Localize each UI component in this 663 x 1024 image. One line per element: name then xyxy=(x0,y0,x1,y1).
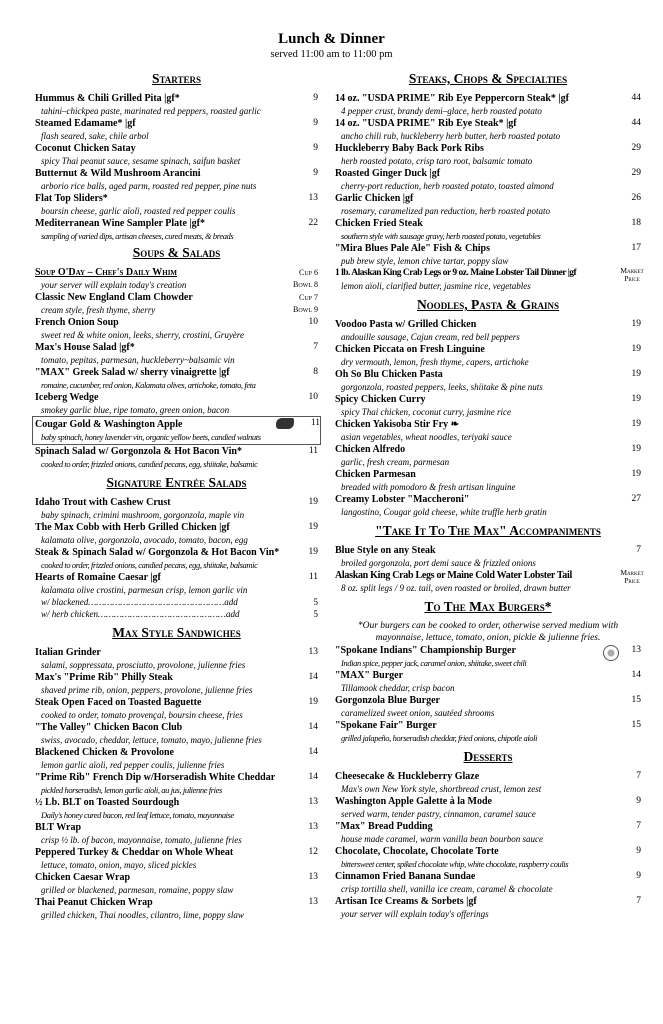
item-name: Alaskan King Crab Legs or Maine Cold Water Lobster Tail xyxy=(335,570,572,581)
menu-item xyxy=(335,493,641,518)
item-description: gorgonzola, roasted peppers, leeks, shiitake & pine nuts xyxy=(341,382,543,392)
item-name: "MAX" Burger xyxy=(335,670,404,681)
item-name: Thai Peanut Chicken Wrap xyxy=(35,897,153,908)
item-name: Spicy Chicken Curry xyxy=(335,394,426,405)
item-price: 7 xyxy=(636,896,641,906)
item-price: 14 xyxy=(308,672,318,682)
spokane-indians-logo-icon xyxy=(603,645,619,661)
item-name: Chicken Caesar Wrap xyxy=(35,872,131,883)
item-description: herb roasted potato, crisp taro root, balsamic tomato xyxy=(341,156,533,166)
item-price: 10 xyxy=(308,317,318,327)
item-price: 19 xyxy=(631,369,641,379)
item-price: 14 xyxy=(308,747,318,757)
signature-section xyxy=(35,474,318,620)
item-description: ancho chili rub, huckleberry herb butter, herb roasted potato xyxy=(341,131,561,141)
item-price: 9 xyxy=(636,871,641,881)
menu-item xyxy=(35,341,318,366)
menu-item xyxy=(335,393,641,418)
section-title-steaks: Steaks, Chops & Specialties xyxy=(408,71,568,86)
menu-item xyxy=(35,291,318,316)
item-price: 10 xyxy=(308,392,318,402)
signature-list xyxy=(35,496,318,596)
menu-item xyxy=(335,770,641,795)
menu-hours: served 11:00 am to 11:00 pm xyxy=(270,49,393,60)
item-name: Garlic Chicken |gf xyxy=(335,193,414,204)
item-description: langostino, Cougar gold cheese, white truffle herb gratin xyxy=(341,507,547,517)
item-price-cup: Cup 6 xyxy=(298,268,318,277)
item-description: flash seared, sake, chile arbol xyxy=(41,131,149,141)
menu-item xyxy=(35,721,318,746)
item-price: 14 xyxy=(308,722,318,732)
menu-item xyxy=(335,217,641,242)
item-name: Classic New England Clam Chowder xyxy=(35,292,193,303)
item-description: 8 oz. split legs / 9 oz. tail, oven roasted or broiled, drawn butter xyxy=(341,583,571,593)
item-description: Daily's honey cured bacon, red leaf lettuce, tomato, mayonnaise xyxy=(41,810,234,820)
menu-item xyxy=(35,92,318,117)
menu-item xyxy=(335,694,641,719)
item-name: Max's House Salad |gf* xyxy=(35,342,135,353)
item-name: 1 lb. Alaskan King Crab Legs or 9 oz. Maine Lobster Tail Dinner |gf xyxy=(335,268,577,278)
item-description: lemon aïoli, clarified butter, jasmine rice, vegetables xyxy=(341,281,531,291)
item-name: Italian Grinder xyxy=(35,647,101,658)
right-column xyxy=(335,70,644,922)
soups-section xyxy=(35,244,318,470)
item-name: "Max" Bread Pudding xyxy=(335,821,433,832)
item-description: kalamata olive crostini, parmesan crisp, lemon garlic vin xyxy=(41,585,248,595)
menu-item xyxy=(35,117,318,142)
menu-item xyxy=(35,871,318,896)
item-price: 19 xyxy=(631,319,641,329)
left-column xyxy=(35,70,318,923)
item-price: 29 xyxy=(631,143,641,153)
item-description: grilled or blackened, parmesan, romaine, poppy slaw xyxy=(41,885,234,895)
market-price-line2: Price xyxy=(624,576,640,585)
starters-list xyxy=(35,92,318,242)
item-price: 19 xyxy=(631,419,641,429)
menu-item xyxy=(335,468,641,493)
item-price: 19 xyxy=(308,497,318,507)
menu-item xyxy=(35,366,318,391)
section-title-accompaniments: "Take It To The Max" Accompaniments xyxy=(375,523,601,538)
item-description: tomato, pepitas, parmesan, huckleberry~balsamic vin xyxy=(41,355,235,365)
item-price: 29 xyxy=(631,168,641,178)
section-title-starters: Starters xyxy=(151,71,202,86)
menu-item xyxy=(35,445,318,470)
item-description: baby spinach, honey lavender vin, organic yellow beets, candied walnuts xyxy=(41,432,261,442)
item-name: Voodoo Pasta w/ Grilled Chicken xyxy=(335,319,477,330)
menu-item xyxy=(335,895,641,920)
item-description: broiled gorgonzola, port demi sauce & frizzled onions xyxy=(341,558,536,568)
item-price: 19 xyxy=(308,547,318,557)
soups-list xyxy=(35,316,318,416)
item-price: 13 xyxy=(308,872,318,882)
sandwiches-list xyxy=(35,646,318,921)
menu-item xyxy=(335,669,641,694)
item-name: Chicken Alfredo xyxy=(335,444,406,455)
item-price: 44 xyxy=(631,93,641,103)
item-name: Spinach Salad w/ Gorgonzola & Hot Bacon Vin* xyxy=(35,446,242,457)
item-name: Cinnamon Fried Banana Sundae xyxy=(335,871,476,882)
item-name: Chicken Yakisoba Stir Fry ❧ xyxy=(335,419,459,430)
item-price: 11 xyxy=(310,418,320,428)
accompaniments-section xyxy=(335,522,644,594)
item-description: rosemary, caramelized pan reduction, herb roasted potato xyxy=(341,206,550,216)
item-name: Artisan Ice Creams & Sorbets |gf xyxy=(335,896,477,907)
item-description: grilled chicken, Thai noodles, cilantro, lime, poppy slaw xyxy=(41,910,244,920)
item-name: Hummus & Chili Grilled Pita |gf* xyxy=(35,93,180,104)
desserts-section xyxy=(335,748,641,920)
item-description: sampling of varied dips, artisan cheeses, cured meats, & breads xyxy=(41,231,234,241)
item-name: Steak & Spinach Salad w/ Gorgonzola & Hot Bacon Vin* xyxy=(35,547,280,558)
item-price: 18 xyxy=(631,218,641,228)
menu-item xyxy=(35,796,318,821)
add-option xyxy=(35,608,318,620)
menu-item xyxy=(35,696,318,721)
item-name: Hearts of Romaine Caesar |gf xyxy=(35,572,161,583)
menu-item xyxy=(335,443,641,468)
item-name: Creamy Lobster "Maccheroni" xyxy=(335,494,470,505)
item-price: 15 xyxy=(631,720,641,730)
steaks-list xyxy=(335,92,641,267)
item-price: 19 xyxy=(631,444,641,454)
item-name: Flat Top Sliders* xyxy=(35,193,108,204)
item-price-cup: Cup 7 xyxy=(298,293,318,302)
desserts-list xyxy=(335,770,641,920)
item-price: 7 xyxy=(636,771,641,781)
item-price: 7 xyxy=(313,342,318,352)
menu-item xyxy=(335,544,641,569)
item-name: "Spokane Fair" Burger xyxy=(335,720,437,731)
item-description: boursin cheese, garlic aïoli, roasted red pepper coulis xyxy=(41,206,236,216)
item-description: spicy Thai peanut sauce, sesame spinach, saifun basket xyxy=(41,156,241,166)
item-description: breaded with pomodoro & fresh artisan linguine xyxy=(341,482,516,492)
item-description: shaved prime rib, onion, peppers, provolone, julienne fries xyxy=(41,685,253,695)
section-title-soups: Soups & Salads xyxy=(132,245,221,260)
item-description: Tillamook cheddar, crisp bacon xyxy=(341,683,455,693)
item-description: salami, soppressata, prosciutto, provolone, julienne fries xyxy=(41,660,246,670)
menu-item xyxy=(35,746,318,771)
item-price: 19 xyxy=(631,469,641,479)
menu-item xyxy=(35,671,318,696)
item-price: 9 xyxy=(313,168,318,178)
item-price: 9 xyxy=(313,118,318,128)
item-description: your server will explain today's offerings xyxy=(341,909,489,919)
item-price: 13 xyxy=(308,647,318,657)
item-description: arborio rice balls, aged parm, roasted red pepper, pine nuts xyxy=(41,181,257,191)
market-price-line1: Market xyxy=(620,266,644,275)
burger-note: *Our burgers can be cooked to order, otherwise served medium with mayonnaise, lettuce, tomato, onion, pickle & julienne fries. xyxy=(357,621,619,643)
burgers-list xyxy=(335,644,641,744)
item-name: Mediterranean Wine Sampler Plate |gf* xyxy=(35,218,205,229)
menu-item xyxy=(335,820,641,845)
menu-item xyxy=(335,795,641,820)
item-price: 13 xyxy=(308,797,318,807)
item-description: pub brew style, lemon chive tartar, poppy slaw xyxy=(341,256,509,266)
item-name: The Max Cobb with Herb Grilled Chicken |gf xyxy=(35,522,230,533)
item-price: 14 xyxy=(308,772,318,782)
menu-item xyxy=(335,845,641,870)
menu-item xyxy=(335,418,641,443)
item-description: bittersweet center, spiked chocolate whip, white chocolate, raspberry coulis xyxy=(341,859,569,869)
item-description: house made caramel, warm vanilla bean bourbon sauce xyxy=(341,834,543,844)
menu-item xyxy=(335,266,644,292)
item-name: Coconut Chicken Satay xyxy=(35,143,136,154)
item-price: 11 xyxy=(308,572,318,582)
add-price: 5 xyxy=(313,597,318,607)
menu-item xyxy=(335,167,641,192)
item-description: romaine, cucumber, red onion, Kalamata olives, artichoke, tomato, feta xyxy=(41,380,256,390)
item-description: garlic, fresh cream, parmesan xyxy=(341,457,450,467)
item-description: your server will explain today's creation xyxy=(41,280,187,290)
item-name: Oh So Blu Chicken Pasta xyxy=(335,369,443,380)
item-description: served warm, tender pastry, cinnamon, caramel sauce xyxy=(341,809,536,819)
item-price: 13 xyxy=(308,897,318,907)
menu-item xyxy=(335,644,641,669)
menu-item xyxy=(35,546,318,571)
item-name: Soup O'Day – Chef's Daily Whim xyxy=(35,267,178,278)
item-name: Blackened Chicken & Provolone xyxy=(35,747,174,758)
menu-item xyxy=(35,896,318,921)
item-name: Cougar Gold & Washington Apple xyxy=(35,419,183,430)
menu-item xyxy=(35,846,318,871)
item-name: 14 oz. "USDA PRIME" Rib Eye Peppercorn Steak* |gf xyxy=(335,93,569,104)
featured-item xyxy=(32,416,321,445)
market-price xyxy=(617,569,647,585)
item-name: ½ Lb. BLT on Toasted Sourdough xyxy=(35,797,180,808)
menu-item xyxy=(335,242,641,267)
item-name: Max's "Prime Rib" Philly Steak xyxy=(35,672,173,683)
add-label: w/ herb chicken…………………………………………add xyxy=(41,609,240,619)
item-price: 9 xyxy=(636,796,641,806)
item-price: 26 xyxy=(631,193,641,203)
item-name: "Spokane Indians" Championship Burger xyxy=(335,645,516,656)
item-name: Huckleberry Baby Back Pork Ribs xyxy=(335,143,484,154)
item-name: 14 oz. "USDA PRIME" Rib Eye Steak* |gf xyxy=(335,118,517,129)
menu-item xyxy=(35,266,318,291)
item-name: Iceberg Wedge xyxy=(35,392,99,403)
item-price: 9 xyxy=(636,846,641,856)
item-description: crisp tortilla shell, vanilla ice cream, caramel & chocolate xyxy=(341,884,553,894)
item-description: tahini–chickpea paste, marinated red peppers, roasted garlic xyxy=(41,106,261,116)
menu-item xyxy=(335,343,641,368)
item-description: grilled jalapeño, horseradish cheddar, fried onions, chipotle aïoli xyxy=(341,733,538,743)
item-name: Steamed Edamame* |gf xyxy=(35,118,136,129)
item-price: 9 xyxy=(313,93,318,103)
item-description: lettuce, tomato, onion, mayo, sliced pickles xyxy=(41,860,197,870)
item-price: 17 xyxy=(631,243,641,253)
item-description: southern style with sausage gravy, herb roasted potato, vegetables xyxy=(341,231,541,241)
item-price: 11 xyxy=(308,446,318,456)
menu-item xyxy=(35,771,318,796)
add-label: w/ blackened……………………………………………add xyxy=(41,597,238,607)
item-price: 7 xyxy=(636,545,641,555)
item-description: kalamata olive, gorgonzola, avocado, tomato, bacon, egg xyxy=(41,535,248,545)
item-name: "The Valley" Chicken Bacon Club xyxy=(35,722,183,733)
item-description: sweet red & white onion, leeks, sherry, crostini, Gruyère xyxy=(41,330,244,340)
item-description: cherry-port reduction, herb roasted potato, toasted almond xyxy=(341,181,554,191)
market-price-line1: Market xyxy=(620,568,644,577)
item-description: dry vermouth, lemon, fresh thyme, capers, artichoke xyxy=(341,357,529,367)
burgers-section xyxy=(335,598,641,744)
menu-item xyxy=(35,316,318,341)
menu-item xyxy=(35,192,318,217)
add-price: 5 xyxy=(313,609,318,619)
item-description: asian vegetables, wheat noodles, teriyaki sauce xyxy=(341,432,512,442)
item-price: 19 xyxy=(308,522,318,532)
section-title-noodles: Noodles, Pasta & Grains xyxy=(416,297,560,312)
item-name: "Mira Blues Pale Ale" Fish & Chips xyxy=(335,243,490,254)
add-option xyxy=(35,596,318,608)
item-description: pickled horseradish, lemon garlic aïoli, au jus, julienne fries xyxy=(41,785,222,795)
item-description: swiss, avocado, cheddar, lettuce, tomato, mayo, julienne fries xyxy=(41,735,262,745)
item-description: smokey garlic blue, ripe tomato, green onion, bacon xyxy=(41,405,230,415)
item-name: Steak Open Faced on Toasted Baguette xyxy=(35,697,202,708)
item-description: crisp ½ lb. of bacon, mayonnaise, tomato, julienne fries xyxy=(41,835,242,845)
noodles-list xyxy=(335,318,641,518)
item-name: Peppered Turkey & Cheddar on Whole Wheat xyxy=(35,847,234,858)
menu-item xyxy=(335,142,641,167)
menu-item xyxy=(35,496,318,521)
menu-title: Lunch & Dinner xyxy=(278,31,385,47)
sandwiches-section xyxy=(35,624,318,921)
item-name: Chicken Parmesan xyxy=(335,469,416,480)
item-price: 7 xyxy=(636,821,641,831)
menu-item xyxy=(335,568,644,594)
item-price: 13 xyxy=(308,822,318,832)
menu-item xyxy=(35,646,318,671)
item-description: cooked to order, frizzled onions, candied pecans, egg, shiitake, balsamic xyxy=(41,459,258,469)
item-name: "MAX" Greek Salad w/ sherry vinaigrette |gf xyxy=(35,367,230,378)
item-name: French Onion Soup xyxy=(35,317,119,328)
menu-item xyxy=(35,521,318,546)
item-description: 4 pepper crust, brandy demi–glace, herb roasted potato xyxy=(341,106,542,116)
item-name: BLT Wrap xyxy=(35,822,82,833)
item-price: 13 xyxy=(631,645,641,655)
menu-item xyxy=(335,870,641,895)
market-price-line2: Price xyxy=(624,274,640,283)
starters-section xyxy=(35,70,318,242)
item-price: 15 xyxy=(631,695,641,705)
market-price xyxy=(617,267,647,283)
section-title-desserts: Desserts xyxy=(463,749,513,764)
item-description: spicy Thai chicken, coconut curry, jasmine rice xyxy=(341,407,511,417)
section-title-burgers: To The Max Burgers* xyxy=(424,599,552,614)
item-name: Chicken Fried Steak xyxy=(335,218,423,229)
section-title-signature: Signature Entrée Salads xyxy=(106,475,247,490)
item-price: 19 xyxy=(308,697,318,707)
item-name: "Prime Rib" French Dip w/Horseradish White Cheddar xyxy=(35,772,276,783)
menu-item xyxy=(335,318,641,343)
item-name: Butternut & Wild Mushroom Arancini xyxy=(35,168,201,179)
item-price: 14 xyxy=(631,670,641,680)
item-price: 8 xyxy=(313,367,318,377)
item-name: Chicken Piccata on Fresh Linguine xyxy=(335,344,485,355)
menu-item xyxy=(335,92,641,117)
menu-item xyxy=(335,117,641,142)
item-name: Gorgonzola Blue Burger xyxy=(335,695,440,706)
item-price: 27 xyxy=(631,494,641,504)
item-description: cooked to order, frizzled onions, candied pecans, egg, shiitake, balsamic xyxy=(41,560,258,570)
item-description: baby spinach, crimini mushroom, gorgonzola, maple vin xyxy=(41,510,245,520)
menu-item xyxy=(335,192,641,217)
item-name: Idaho Trout with Cashew Crust xyxy=(35,497,171,508)
item-name: Cheesecake & Huckleberry Glaze xyxy=(335,771,480,782)
item-price: 12 xyxy=(308,847,318,857)
item-name: Blue Style on any Steak xyxy=(335,545,436,556)
item-description: Indian spice, pepper jack, caramel onion, shiitake, sweet chili xyxy=(341,658,527,668)
menu-item xyxy=(35,142,318,167)
noodles-section xyxy=(335,296,641,518)
item-description: caramelized sweet onion, sautéed shrooms xyxy=(341,708,495,718)
section-title-sandwiches: Max Style Sandwiches xyxy=(112,625,241,640)
item-price: 13 xyxy=(308,193,318,203)
item-name: Roasted Ginger Duck |gf xyxy=(335,168,441,179)
menu-item xyxy=(335,719,641,744)
item-name: Chocolate, Chocolate, Chocolate Torte xyxy=(335,846,499,857)
menu-item xyxy=(35,571,318,596)
item-price: 9 xyxy=(313,143,318,153)
item-name: Washington Apple Galette à la Mode xyxy=(335,796,492,807)
menu-header xyxy=(0,31,663,61)
item-description: Max's own New York style, shortbread crust, lemon zest xyxy=(341,784,542,794)
item-price-bowl: Bowl 9 xyxy=(293,305,318,314)
menu-item xyxy=(335,368,641,393)
item-description: cooked to order, tomato provençal, boursin cheese, fries xyxy=(41,710,243,720)
item-description: lemon garlic aïoli, red pepper coulis, julienne fries xyxy=(41,760,225,770)
item-price: 19 xyxy=(631,394,641,404)
menu-item xyxy=(35,821,318,846)
menu-item xyxy=(35,391,318,416)
cougar-logo-icon xyxy=(276,418,294,429)
item-price-bowl: Bowl 8 xyxy=(293,280,318,289)
item-description: andouille sausage, Cajun cream, red bell peppers xyxy=(341,332,520,342)
steaks-section xyxy=(335,70,644,292)
menu-item xyxy=(35,167,318,192)
item-description: cream style, fresh thyme, sherry xyxy=(41,305,156,315)
menu-item xyxy=(35,217,318,242)
item-price: 44 xyxy=(631,118,641,128)
item-price: 19 xyxy=(631,344,641,354)
item-price: 22 xyxy=(308,218,318,228)
